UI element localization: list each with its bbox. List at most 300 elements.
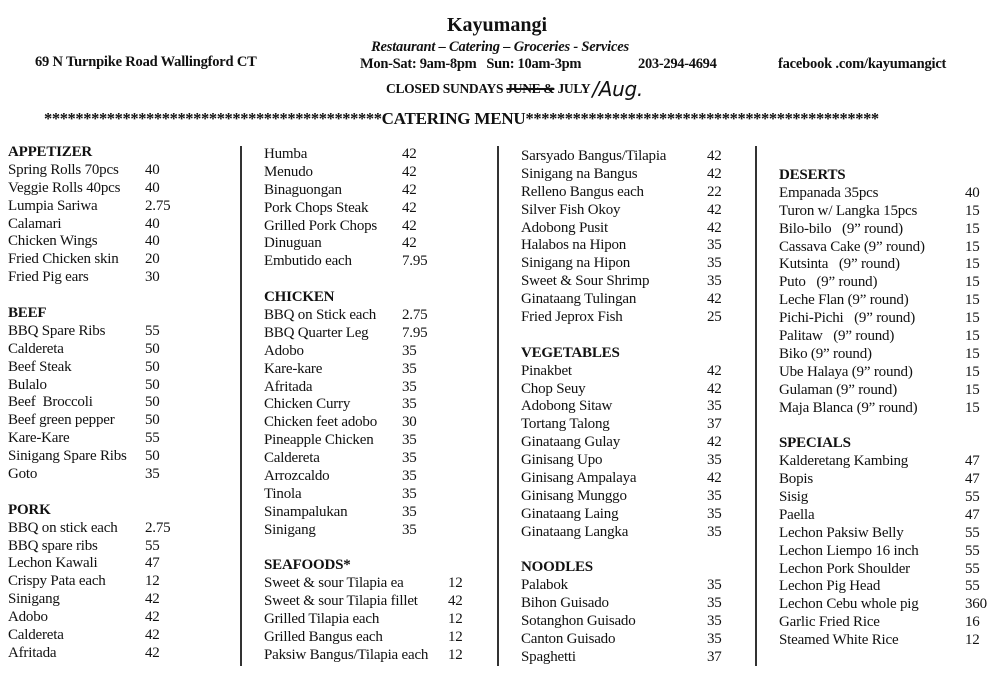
item-price: 42 (707, 380, 722, 397)
item-price: 15 (965, 328, 980, 345)
item-name: Sweet & Sour Shrimp (521, 273, 650, 290)
item-price: 15 (965, 381, 980, 398)
item-price: 40 (145, 161, 160, 178)
item-name: Spaghetti (521, 648, 576, 665)
item-price: 15 (965, 256, 980, 273)
item-name: Adobo (264, 342, 304, 359)
menu-item (521, 166, 722, 184)
item-price: 42 (448, 593, 463, 610)
menu-item (779, 310, 987, 328)
menu-item (8, 251, 170, 269)
item-name: Arrozcaldo (264, 468, 330, 485)
closed-suffix: JULY (554, 81, 591, 96)
item-price: 35 (707, 505, 722, 522)
menu-column (521, 148, 722, 685)
menu-section (264, 146, 463, 271)
item-name: Paella (779, 506, 815, 523)
item-name: Turon w/ Langka 15pcs (779, 202, 918, 219)
item-name: Ginisang Munggo (521, 487, 627, 504)
menu-item (8, 466, 170, 484)
menu-section (8, 144, 170, 287)
item-price: 360 (965, 596, 987, 613)
tagline: Restaurant – Catering – Groceries - Services (371, 39, 629, 55)
item-name: Sinigang (264, 521, 316, 538)
item-price: 35 (402, 521, 417, 538)
item-price: 35 (707, 631, 722, 648)
item-price: 35 (707, 613, 722, 630)
menu-item (779, 239, 987, 257)
item-price: 47 (965, 453, 980, 470)
menu-item (779, 292, 987, 310)
item-price: 35 (402, 396, 417, 413)
item-name: Canton Guisado (521, 631, 616, 648)
item-price: 35 (402, 485, 417, 502)
menu-item (8, 520, 170, 538)
item-price: 42 (402, 199, 417, 216)
menu-item (264, 504, 463, 522)
menu-section (264, 557, 463, 664)
column-divider (497, 146, 499, 666)
item-name: Binaguongan (264, 181, 342, 198)
menu-item (521, 237, 722, 255)
menu-item (264, 629, 463, 647)
item-name: Sinigang na Hipon (521, 255, 631, 272)
item-name: Biko (9” round) (779, 345, 872, 362)
item-name: Beef Steak (8, 358, 72, 375)
item-price: 20 (145, 251, 160, 268)
item-name: Sinigang (8, 591, 60, 608)
menu-item (264, 575, 463, 593)
item-name: Cassava Cake (9” round) (779, 238, 925, 255)
item-name: Lechon Pig Head (779, 578, 881, 595)
menu-item (264, 396, 463, 414)
item-name: Fried Pig ears (8, 269, 89, 286)
menu-item (264, 647, 463, 665)
item-name: Spring Rolls 70pcs (8, 161, 119, 178)
item-price: 25 (707, 309, 722, 326)
item-name: Pork Chops Steak (264, 199, 369, 216)
menu-item (8, 412, 170, 430)
menu-item (264, 307, 463, 325)
item-name: Adobo (8, 609, 48, 626)
closed-prefix: CLOSED SUNDAYS (386, 81, 507, 96)
menu-item (8, 609, 170, 627)
menu-item (264, 361, 463, 379)
menu-item (521, 220, 722, 238)
menu-item (264, 218, 463, 236)
menu-item (8, 198, 170, 216)
menu-item (8, 180, 170, 198)
item-name: Fried Jeprox Fish (521, 309, 623, 326)
item-price: 50 (145, 394, 160, 411)
menu-item (779, 328, 987, 346)
menu-item (521, 577, 722, 595)
item-price: 35 (707, 577, 722, 594)
menu-item (8, 555, 170, 573)
menu-item (779, 221, 987, 239)
menu-item (8, 627, 170, 645)
item-name: Sisig (779, 489, 809, 506)
item-name: Bopis (779, 471, 814, 488)
item-name: Bilo-bilo (9” round) (779, 220, 903, 237)
item-name: Calamari (8, 215, 62, 232)
item-name: Grilled Pork Chops (264, 217, 378, 234)
item-price: 35 (707, 273, 722, 290)
item-price: 55 (965, 524, 980, 541)
item-price: 42 (145, 591, 160, 608)
item-price: 40 (145, 233, 160, 250)
handwritten-note: /Aug. (592, 77, 643, 101)
item-price: 42 (145, 609, 160, 626)
menu-item (521, 416, 722, 434)
item-price: 47 (965, 506, 980, 523)
menu-item (521, 398, 722, 416)
item-name: Ube Halaya (9” round) (779, 363, 913, 380)
menu-item (521, 595, 722, 613)
item-name: Palitaw (9” round) (779, 328, 895, 345)
item-price: 35 (707, 523, 722, 540)
item-price: 2.75 (145, 519, 171, 536)
item-name: Dinuguan (264, 235, 322, 252)
item-name: Kare-kare (264, 360, 323, 377)
item-name: Relleno Bangus each (521, 183, 644, 200)
item-name: Pineapple Chicken (264, 432, 374, 449)
item-price: 15 (965, 274, 980, 291)
item-price: 35 (402, 378, 417, 395)
item-price: 35 (145, 466, 160, 483)
stars-left: ******************************************* (44, 109, 382, 128)
menu-item (8, 573, 170, 591)
item-price: 47 (145, 555, 160, 572)
item-price: 35 (402, 432, 417, 449)
menu-item (8, 216, 170, 234)
menu-item (521, 273, 722, 291)
menu-item (521, 381, 722, 399)
section-heading: NOODLES (521, 559, 593, 576)
menu-item (779, 256, 987, 274)
facebook-link: facebook .com/kayumangict (778, 56, 947, 72)
item-price: 42 (145, 644, 160, 661)
menu-section (521, 345, 722, 542)
item-price: 12 (448, 629, 463, 646)
item-price: 12 (965, 632, 980, 649)
menu-item (779, 525, 987, 543)
menu-item (521, 524, 722, 542)
item-price: 42 (145, 627, 160, 644)
item-name: Tinola (264, 485, 302, 502)
section-heading: SEAFOODS* (264, 557, 351, 574)
menu-item (521, 631, 722, 649)
item-name: Beef Broccoli (8, 394, 93, 411)
item-price: 12 (448, 575, 463, 592)
menu-item (8, 341, 170, 359)
item-price: 42 (402, 181, 417, 198)
item-name: Sweet & sour Tilapia ea (264, 575, 404, 592)
menu-section (521, 559, 722, 666)
menu-item (779, 596, 987, 614)
item-price: 42 (707, 201, 722, 218)
menu-section (8, 502, 170, 663)
item-price: 50 (145, 412, 160, 429)
address: 69 N Turnpike Road Wallingford CT (35, 54, 257, 70)
item-name: Lechon Kawali (8, 555, 98, 572)
item-price: 7.95 (402, 324, 428, 341)
item-price: 40 (145, 179, 160, 196)
menu-item (779, 274, 987, 292)
item-price: 35 (707, 595, 722, 612)
item-name: Embutido each (264, 253, 352, 270)
menu-item (264, 379, 463, 397)
item-name: Afritada (264, 378, 313, 395)
section-heading: PORK (8, 501, 51, 518)
item-name: Menudo (264, 163, 313, 180)
item-name: Chicken Wings (8, 233, 98, 250)
item-price: 15 (965, 399, 980, 416)
item-name: Sinampalukan (264, 503, 348, 520)
item-name: Palabok (521, 577, 568, 594)
item-price: 37 (707, 416, 722, 433)
menu-item (264, 432, 463, 450)
item-price: 42 (402, 163, 417, 180)
item-price: 35 (402, 468, 417, 485)
menu-item (8, 394, 170, 412)
menu-item (264, 343, 463, 361)
item-price: 50 (145, 376, 160, 393)
menu-item (521, 434, 722, 452)
item-price: 2.75 (145, 197, 171, 214)
menu-item (521, 488, 722, 506)
item-name: BBQ on stick each (8, 519, 118, 536)
item-price: 35 (707, 237, 722, 254)
menu-item (264, 146, 463, 164)
item-name: Kare-Kare (8, 430, 70, 447)
item-name: Beef green pepper (8, 412, 115, 429)
item-price: 12 (145, 573, 160, 590)
menu-section (521, 148, 722, 327)
menu-item (779, 400, 987, 418)
item-price: 12 (448, 611, 463, 628)
menu-item (8, 162, 170, 180)
item-name: Halabos na Hipon (521, 237, 627, 254)
item-price: 15 (965, 363, 980, 380)
item-price: 42 (707, 165, 722, 182)
item-name: Grilled Bangus each (264, 629, 383, 646)
item-name: Bihon Guisado (521, 595, 609, 612)
item-price: 35 (707, 452, 722, 469)
item-name: Silver Fish Okoy (521, 201, 621, 218)
item-price: 55 (965, 489, 980, 506)
menu-item (8, 269, 170, 287)
menu-section (779, 167, 987, 417)
column-divider (755, 146, 757, 666)
menu-item (779, 471, 987, 489)
item-price: 35 (707, 255, 722, 272)
column-divider (240, 146, 242, 666)
menu-item (779, 543, 987, 561)
item-name: Leche Flan (9” round) (779, 292, 909, 309)
item-name: Chicken Curry (264, 396, 351, 413)
menu-item (521, 291, 722, 309)
menu-item (264, 593, 463, 611)
item-name: Lechon Paksiw Belly (779, 524, 904, 541)
item-price: 35 (707, 398, 722, 415)
menu-item (8, 591, 170, 609)
menu-item (8, 359, 170, 377)
item-name: Kutsinta (9” round) (779, 256, 900, 273)
item-price: 15 (965, 292, 980, 309)
menu-item (521, 363, 722, 381)
menu-item (8, 377, 170, 395)
item-price: 50 (145, 358, 160, 375)
item-name: Goto (8, 466, 38, 483)
item-name: Humba (264, 146, 308, 162)
item-price: 2.75 (402, 307, 428, 324)
item-price: 47 (965, 471, 980, 488)
item-price: 40 (965, 184, 980, 201)
menu-item (8, 233, 170, 251)
menu-item (779, 453, 987, 471)
item-name: Fried Chicken skin (8, 251, 119, 268)
item-price: 15 (965, 310, 980, 327)
menu-item (779, 364, 987, 382)
item-price: 15 (965, 220, 980, 237)
item-name: Veggie Rolls 40pcs (8, 179, 121, 196)
menu-section (779, 435, 987, 650)
item-name: Adobong Pusit (521, 219, 608, 236)
phone-number: 203-294-4694 (638, 56, 717, 72)
item-price: 42 (707, 148, 722, 164)
item-price: 30 (402, 414, 417, 431)
item-name: Gulaman (9” round) (779, 381, 898, 398)
item-name: Caldereta (8, 340, 64, 357)
menu-item (8, 448, 170, 466)
item-price: 35 (402, 360, 417, 377)
item-price: 55 (965, 542, 980, 559)
item-price: 16 (965, 614, 980, 631)
item-name: Puto (9” round) (779, 274, 878, 291)
item-name: Lumpia Sariwa (8, 197, 98, 214)
item-price: 35 (707, 487, 722, 504)
menu-item (521, 255, 722, 273)
menu-item (264, 522, 463, 540)
menu-item (779, 561, 987, 579)
item-name: Chop Seuy (521, 380, 586, 397)
item-name: Crispy Pata each (8, 573, 106, 590)
stars-right: ********************************************* (525, 109, 879, 128)
item-price: 42 (402, 235, 417, 252)
menu-item (521, 184, 722, 202)
item-name: Steamed White Rice (779, 632, 899, 649)
menu-item (521, 452, 722, 470)
menu-item (8, 430, 170, 448)
menu-item (264, 253, 463, 271)
item-name: Sinigang Spare Ribs (8, 448, 127, 465)
banner-title: CATERING MENU (381, 109, 526, 128)
item-price: 15 (965, 238, 980, 255)
item-name: Kalderetang Kambing (779, 453, 909, 470)
item-name: Adobong Sitaw (521, 398, 613, 415)
menu-item (521, 309, 722, 327)
item-name: Sweet & sour Tilapia fillet (264, 593, 418, 610)
item-price: 42 (402, 217, 417, 234)
item-price: 35 (402, 450, 417, 467)
item-price: 15 (965, 345, 980, 362)
item-price: 55 (145, 430, 160, 447)
menu-item (264, 325, 463, 343)
menu-column (264, 146, 463, 683)
item-name: BBQ Quarter Leg (264, 324, 369, 341)
menu-column (779, 167, 987, 668)
section-heading: BEEF (8, 305, 47, 322)
menu-item (521, 506, 722, 524)
item-price: 12 (448, 646, 463, 663)
item-name: Tortang Talong (521, 416, 610, 433)
item-name: BBQ spare ribs (8, 537, 98, 554)
item-price: 42 (707, 470, 722, 487)
item-price: 35 (402, 503, 417, 520)
item-name: Pichi-Pichi (9” round) (779, 310, 916, 327)
item-price: 42 (707, 434, 722, 451)
item-name: Empanada 35pcs (779, 184, 879, 201)
restaurant-name: Kayumangi (446, 14, 548, 36)
item-price: 42 (707, 362, 722, 379)
menu-section (8, 305, 170, 484)
item-name: Maja Blanca (9” round) (779, 399, 918, 416)
menu-section (264, 289, 463, 539)
item-name: Chicken feet adobo (264, 414, 378, 431)
section-heading: SPECIALS (779, 435, 851, 452)
item-price: 35 (402, 342, 417, 359)
item-name: Paksiw Bangus/Tilapia each (264, 646, 429, 663)
item-name: Afritada (8, 644, 57, 661)
item-price: 55 (965, 560, 980, 577)
menu-item (264, 235, 463, 253)
item-price: 42 (707, 219, 722, 236)
menu-item (779, 489, 987, 507)
struck-text: JUNE & (506, 81, 555, 96)
menu-item (264, 611, 463, 629)
section-heading: DESERTS (779, 167, 846, 183)
item-name: Ginataang Laing (521, 505, 619, 522)
menu-item (264, 450, 463, 468)
item-name: Lechon Pork Shoulder (779, 560, 910, 577)
menu-item (779, 614, 987, 632)
catering-menu-banner (44, 109, 879, 129)
menu-item (521, 613, 722, 631)
menu-column (8, 144, 170, 681)
item-name: BBQ Spare Ribs (8, 322, 106, 339)
section-heading: APPETIZER (8, 144, 93, 160)
item-price: 7.95 (402, 253, 428, 270)
item-name: Ginisang Ampalaya (521, 470, 637, 487)
item-name: BBQ on Stick each (264, 307, 377, 324)
menu-item (8, 645, 170, 663)
menu-item (779, 346, 987, 364)
item-name: Grilled Tilapia each (264, 611, 380, 628)
menu-item (264, 200, 463, 218)
item-price: 42 (402, 146, 417, 162)
item-price: 15 (965, 202, 980, 219)
item-name: Lechon Cebu whole pig (779, 596, 919, 613)
item-price: 50 (145, 448, 160, 465)
item-price: 22 (707, 183, 722, 200)
item-name: Caldereta (8, 627, 64, 644)
menu-item (779, 185, 987, 203)
opening-hours: Mon-Sat: 9am-8pm Sun: 10am-3pm (360, 56, 582, 72)
menu-item (779, 203, 987, 221)
item-price: 30 (145, 269, 160, 286)
item-price: 55 (965, 578, 980, 595)
